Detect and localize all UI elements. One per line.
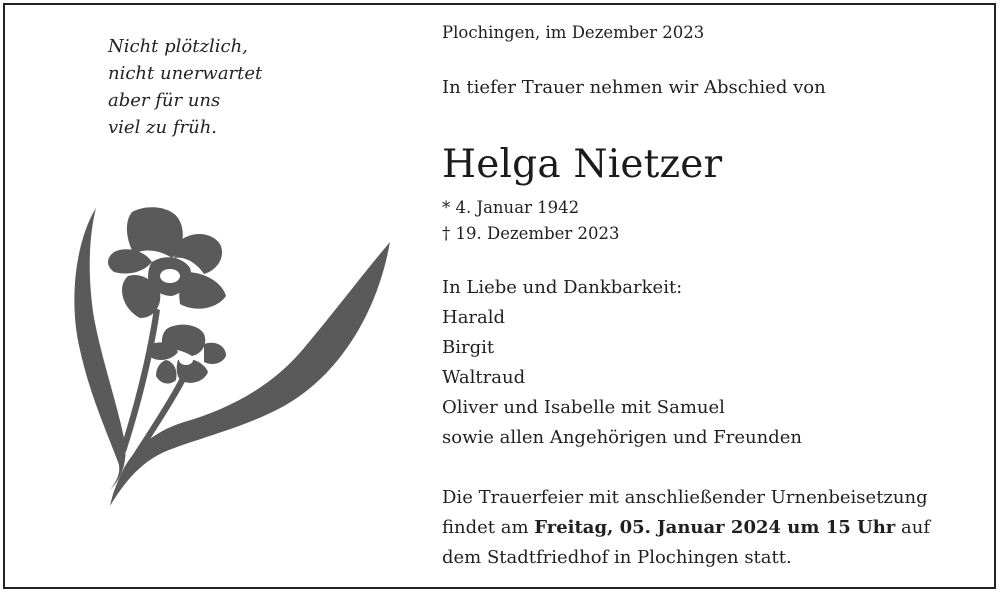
quote-line: aber für uns — [108, 90, 221, 111]
service-line: Die Trauerfeier mit anschließender Urnenbeisetzung — [442, 487, 928, 508]
death-date: † 19. Dezember 2023 — [442, 224, 620, 243]
intro-text: In tiefer Trauer nehmen wir Abschied von — [442, 77, 826, 98]
flower-icon — [66, 200, 396, 510]
place-date: Plochingen, im Dezember 2023 — [442, 23, 705, 42]
quote — [108, 33, 348, 141]
service-text: auf — [895, 517, 930, 538]
mourner-name: Birgit — [442, 337, 495, 358]
quote-line: viel zu früh. — [108, 117, 218, 138]
mourner-name: Harald — [442, 307, 506, 328]
quote-line: nicht unerwartet — [108, 63, 263, 84]
mourner-name: sowie allen Angehörigen und Freunden — [442, 427, 802, 448]
mourner-name: Oliver und Isabelle mit Samuel — [442, 397, 725, 418]
service-line — [442, 517, 930, 539]
service-line: dem Stadtfriedhof in Plochingen statt. — [442, 547, 792, 568]
mourners-heading: In Liebe und Dankbarkeit: — [442, 277, 683, 298]
service-date: Freitag, 05. Januar 2024 um 15 Uhr — [534, 517, 896, 538]
birth-date: * 4. Januar 1942 — [442, 198, 580, 217]
service-text: findet am — [442, 517, 535, 538]
mourner-name: Waltraud — [442, 367, 526, 388]
quote-line: Nicht plötzlich, — [108, 36, 248, 57]
deceased-name: Helga Nietzer — [442, 142, 723, 187]
